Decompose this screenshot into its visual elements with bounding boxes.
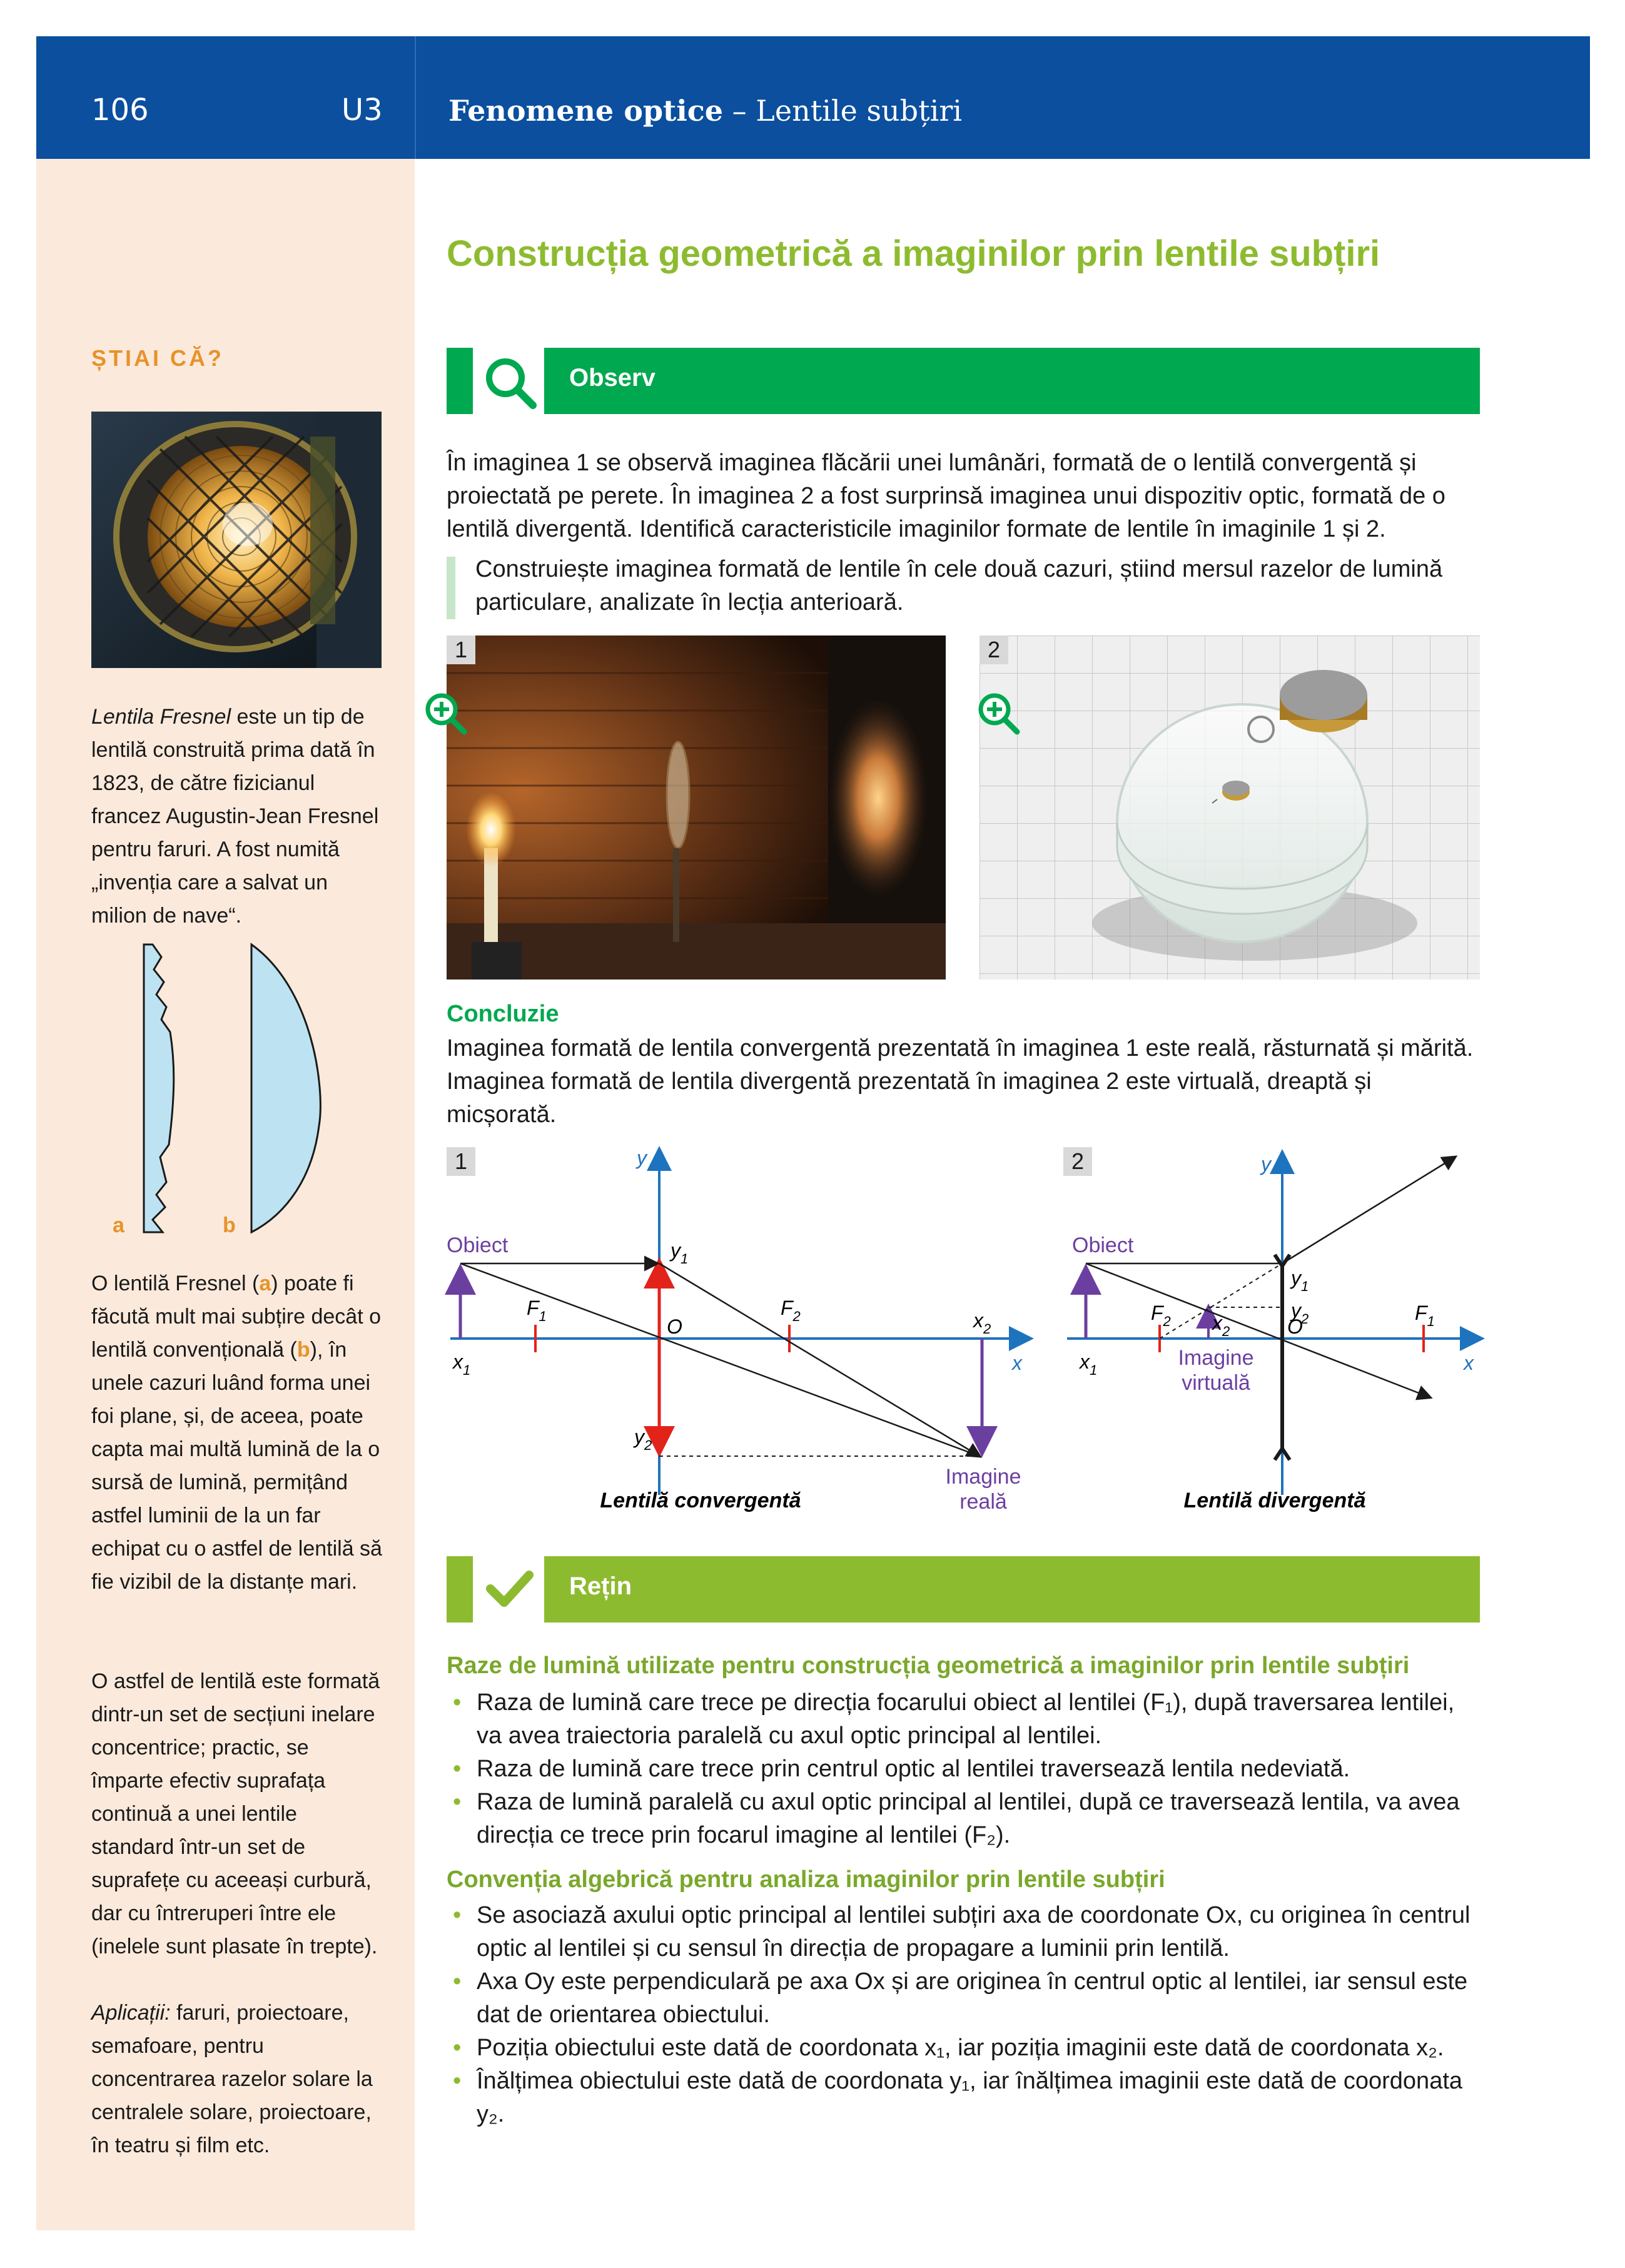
x2-label: $x_2$ (973, 1309, 991, 1337)
rays-heading: Raze de lumină utilizate pentru construcția geometrică a imaginilor prin lentile subțiri (447, 1653, 1410, 1679)
y2-label: $y_2$ (634, 1425, 652, 1453)
chapter-name: Fenomene optice (448, 94, 724, 128)
ray-center (460, 1263, 980, 1456)
y-axis-label: y (637, 1147, 647, 1169)
f2-label: $F_2$ (781, 1297, 801, 1324)
image-label-2: reală (959, 1490, 1007, 1514)
diagram1-number: 1 (447, 1147, 475, 1176)
y2-label: $y_2$ (1291, 1299, 1309, 1327)
photo1-number: 1 (447, 635, 475, 664)
fresnel-lens-illustration (91, 412, 382, 668)
converging-lens-diagram (438, 1138, 1038, 1526)
image-label: Imagine (945, 1465, 1021, 1489)
x1-label: $x_1$ (1080, 1350, 1098, 1378)
retin-label: Rețin (569, 1572, 632, 1600)
conclusion-heading: Concluzie (447, 1001, 559, 1027)
page-title: Construcția geometrică a imaginilor prin lentile subțiri (447, 233, 1380, 274)
object-label: Obiect (447, 1233, 509, 1257)
diverging-lens-photo-illustration (980, 635, 1480, 980)
fresnel-term: Lentila Fresnel (91, 705, 231, 729)
photo2-number: 2 (980, 635, 1008, 664)
fresnel-lens-photo (91, 412, 382, 668)
candle-photo-illustration (447, 635, 946, 980)
list-item: • Raza de lumină care trece pe direcția focarului obiect al lentilei (F₁), după traversarea lentilei, va avea traiectoria paralelă cu axul optic principal al lentilei. (447, 1686, 1480, 1753)
list-item: • Axa Oy este perpendiculară pe axa Ox și are originea în centrul optic al lentilei, iar sensul este dat de orientarea obiectului. (447, 1965, 1480, 2032)
checkmark-icon (482, 1556, 538, 1623)
origin-label: O (667, 1315, 682, 1338)
fresnel-text-part: O lentilă Fresnel ( (91, 1272, 260, 1295)
f1-label: $F_1$ (527, 1297, 547, 1324)
x2-label: $x_2$ (1212, 1312, 1230, 1339)
fresnel-text-part: ), în unele cazuri luând forma unei foi plane, și, de aceea, poate capta mai multă lumină de la o sursă de lumină, permițând astfel luminii de la un far echipat cu o astfel de lentilă să fie vizibil de la distanțe mari. (91, 1338, 382, 1594)
zoom-in-icon[interactable] (423, 691, 468, 736)
f1-label: $F_1$ (1415, 1302, 1435, 1329)
observ-text: În imaginea 1 se observă imaginea flăcării unei lumânări, formată de o lentilă convergentă și proiectată pe perete. În imaginea 2 a fost surprinsă imaginea unui dispozitiv optic, formată de o lentilă divergentă. Identifică caracteristicile imaginilor formate de lentile în imaginile 1 și 2. (447, 450, 1445, 542)
magnifier-icon (479, 348, 539, 414)
convention-list (447, 1899, 1480, 2131)
y1-label: $y_1$ (1291, 1267, 1309, 1294)
applications-text: faruri, proiectoare, semafoare, pentru concentrarea razelor solare la centralele solare, proiectoare, în teatru și film etc. (91, 2001, 373, 2157)
y-axis-label: y (1261, 1153, 1271, 1175)
retin-banner (544, 1556, 1480, 1623)
convention-heading: Convenția algebrică pentru analiza imaginilor prin lentile subțiri (447, 1866, 1165, 1893)
rays-list (447, 1686, 1480, 1852)
observ-accent (447, 348, 473, 414)
list-item: • Raza de lumină care trece prin centrul optic al lentilei traversează lentila nedeviată. (447, 1753, 1480, 1786)
applications-label: Aplicații: (91, 2001, 171, 2025)
task-text: Construiește imaginea formată de lentile în cele două cazuri, știind mersul razelor de lumină particulare, analizate în lecția anterioară. (475, 556, 1443, 615)
x1-label: $x_1$ (453, 1350, 471, 1378)
photo-candle-lens (447, 635, 946, 980)
conclusion-text: Imaginea formată de lentila convergentă prezentată în imaginea 1 este reală, răsturnată și mărită. Imaginea formată de lentila divergentă prezentată în imaginea 2 este virtuală, dreaptă și micșorată. (447, 1035, 1474, 1128)
fresnel-lens-profile (144, 944, 174, 1232)
origin-label: O (1287, 1315, 1303, 1338)
fresnel-label-a: a (113, 1213, 124, 1237)
header-divider (415, 36, 416, 159)
photo-diverging-lens (980, 635, 1480, 980)
ray-refracted (659, 1263, 980, 1456)
list-item: • Raza de lumină paralelă cu axul optic principal al lentilei, după ce traversează lentila, va avea direcția ce trece prin focarul imagine al lentilei (F₂). (447, 1786, 1480, 1852)
fresnel-applications (91, 1997, 385, 2162)
diagram-caption: Lentilă divergentă (1183, 1489, 1366, 1512)
ref-b: b (296, 1338, 310, 1362)
task-accent (447, 557, 455, 619)
conventional-lens-profile (251, 944, 320, 1232)
diagram-caption: Lentilă convergentă (600, 1489, 801, 1512)
f2-label: $F_2$ (1151, 1302, 1171, 1329)
fresnel-text-part: ) poate fi făcută mult mai subțire decât o lentilă convențională ( (91, 1272, 382, 1362)
object-label: Obiect (1072, 1233, 1134, 1257)
x-axis-label: x (1464, 1352, 1474, 1374)
virtual-image-label-2: virtuală (1182, 1371, 1250, 1395)
x-axis-label: x (1012, 1352, 1022, 1374)
fresnel-intro-text: este un tip de lentilă construită prima dată în 1823, de către fizicianul francez Augustin-Jean Fresnel pentru faruri. A fost numită „invenția care a salvat un milion de nave“. (91, 705, 379, 928)
fresnel-structure-text: O astfel de lentilă este formată dintr-un set de secțiuni inelare concentrice; practic, se împarte efectiv suprafața continuă a unei lentile standard într-un set de suprafețe cu aceeași curbură, dar cu întreruperi între ele (inelele sunt plasate în trepte). (91, 1669, 380, 1958)
header-separator: – (723, 94, 756, 128)
fresnel-intro (91, 701, 385, 933)
observ-banner (544, 348, 1480, 414)
virtual-image-label: Imagine (1178, 1346, 1254, 1370)
lesson-name: Lentile subțiri (756, 94, 963, 128)
fresnel-comparison-diagram (113, 938, 375, 1251)
fresnel-label-b: b (223, 1213, 236, 1237)
fresnel-comparison-text (91, 1267, 385, 1599)
list-item: • Se asociază axului optic principal al lentilei subțiri axa de coordonate Ox, cu originea în centrul optic al lentilei și cu sensul în direcția de propagare a luminii prin lentilă. (447, 1899, 1480, 1965)
list-item: • Poziția obiectului este dată de coordonata x₁, iar poziția imaginii este dată de coordonata x₂. (447, 2032, 1480, 2065)
ray-diverged (1282, 1157, 1455, 1263)
header-title (448, 94, 962, 128)
page-number: 106 (91, 93, 149, 128)
zoom-in-icon[interactable] (976, 691, 1021, 736)
retin-accent (447, 1556, 473, 1623)
list-item: • Înălțimea obiectului este dată de coordonata y₁, iar înălțimea imaginii este dată de coordonata y₂. (447, 2065, 1480, 2131)
sidebar-heading: ȘTIAI CĂ? (91, 345, 224, 371)
ref-a: a (259, 1272, 271, 1295)
y1-label: $y_1$ (671, 1239, 689, 1267)
diverging-lens-diagram (1055, 1138, 1492, 1526)
unit-label: U3 (342, 93, 383, 128)
ray-center (1086, 1263, 1430, 1397)
observ-label: Observ (569, 364, 656, 392)
diagram2-number: 2 (1063, 1147, 1092, 1176)
